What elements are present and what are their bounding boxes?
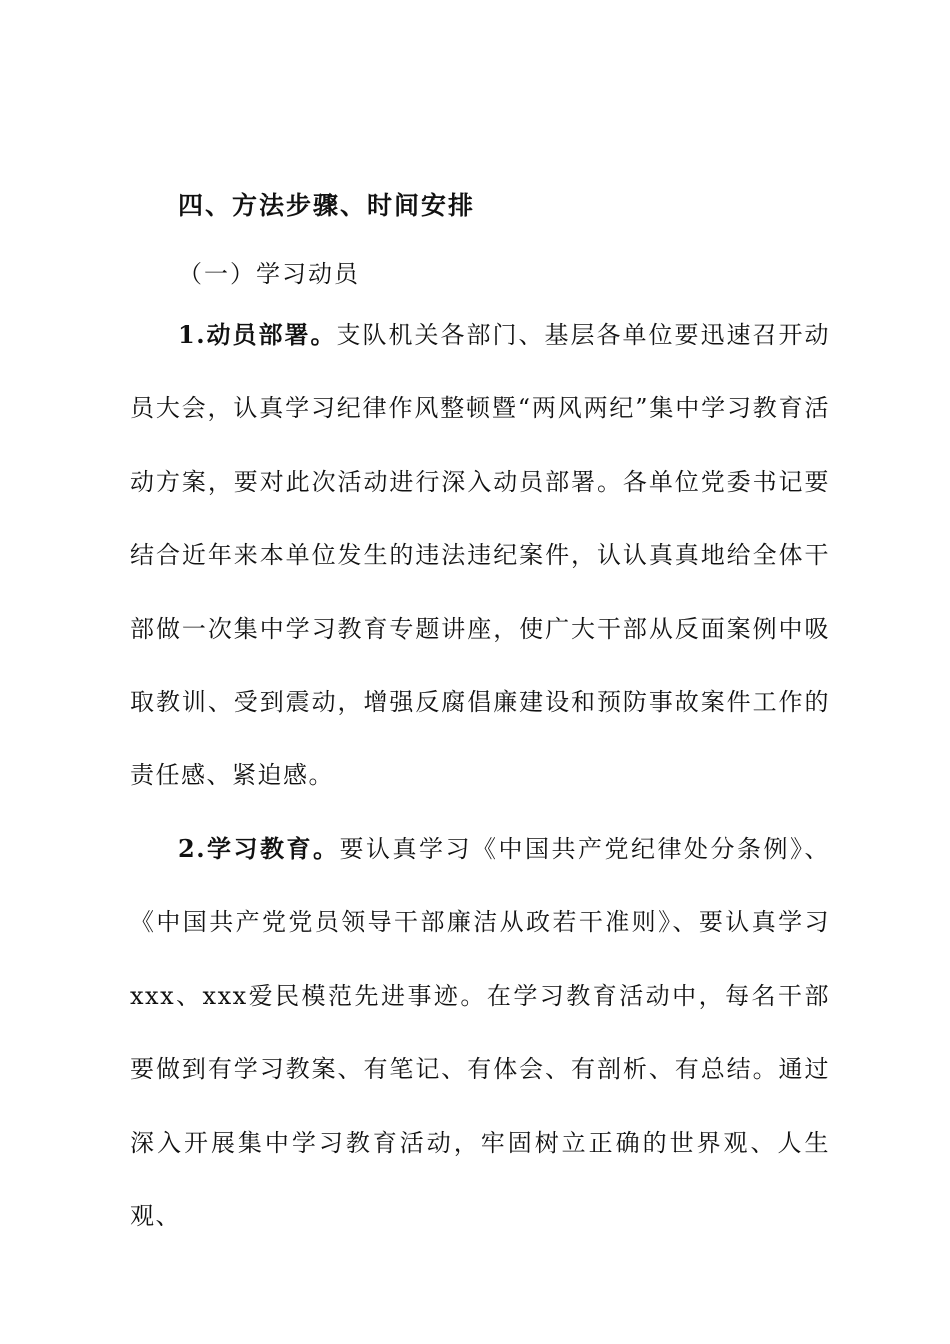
paragraph-mobilization — [130, 298, 830, 813]
paragraph-lead: 1.动员部署。 — [178, 320, 337, 349]
paragraph-text: 支队机关各部门、基层各单位要迅速召开动员大会，认真学习纪律作风整顿暨“两风两纪”集中学习教育活动方案，要对此次活动进行深入动员部署。各单位党委书记要结合近年来本单位发生的违法违纪案件，认认真真地给全体干部做一次集中学习教育专题讲座，使广大干部从反面案例中吸取教训、受到震动，增强反腐倡廉建设和预防事故案件工作的责任感、紧迫感。 — [130, 321, 830, 790]
paragraph-study-education — [130, 812, 830, 1253]
subsection-heading: （一）学习动员 — [178, 260, 360, 288]
section-heading: 四、方法步骤、时间安排 — [178, 191, 476, 220]
paragraph-lead: 2.学习教育。 — [178, 834, 340, 863]
paragraph-text: 要认真学习《中国共产党纪律处分条例》、《中国共产党党员领导干部廉洁从政若干准则》、要认真学习xxx、xxx爱民模范先进事迹。在学习教育活动中，每名干部要做到有学习教案、有笔记、有体会、有剖析、有总结。通过深入开展集中学习教育活动，牢固树立正确的世界观、人生观、 — [130, 835, 830, 1231]
